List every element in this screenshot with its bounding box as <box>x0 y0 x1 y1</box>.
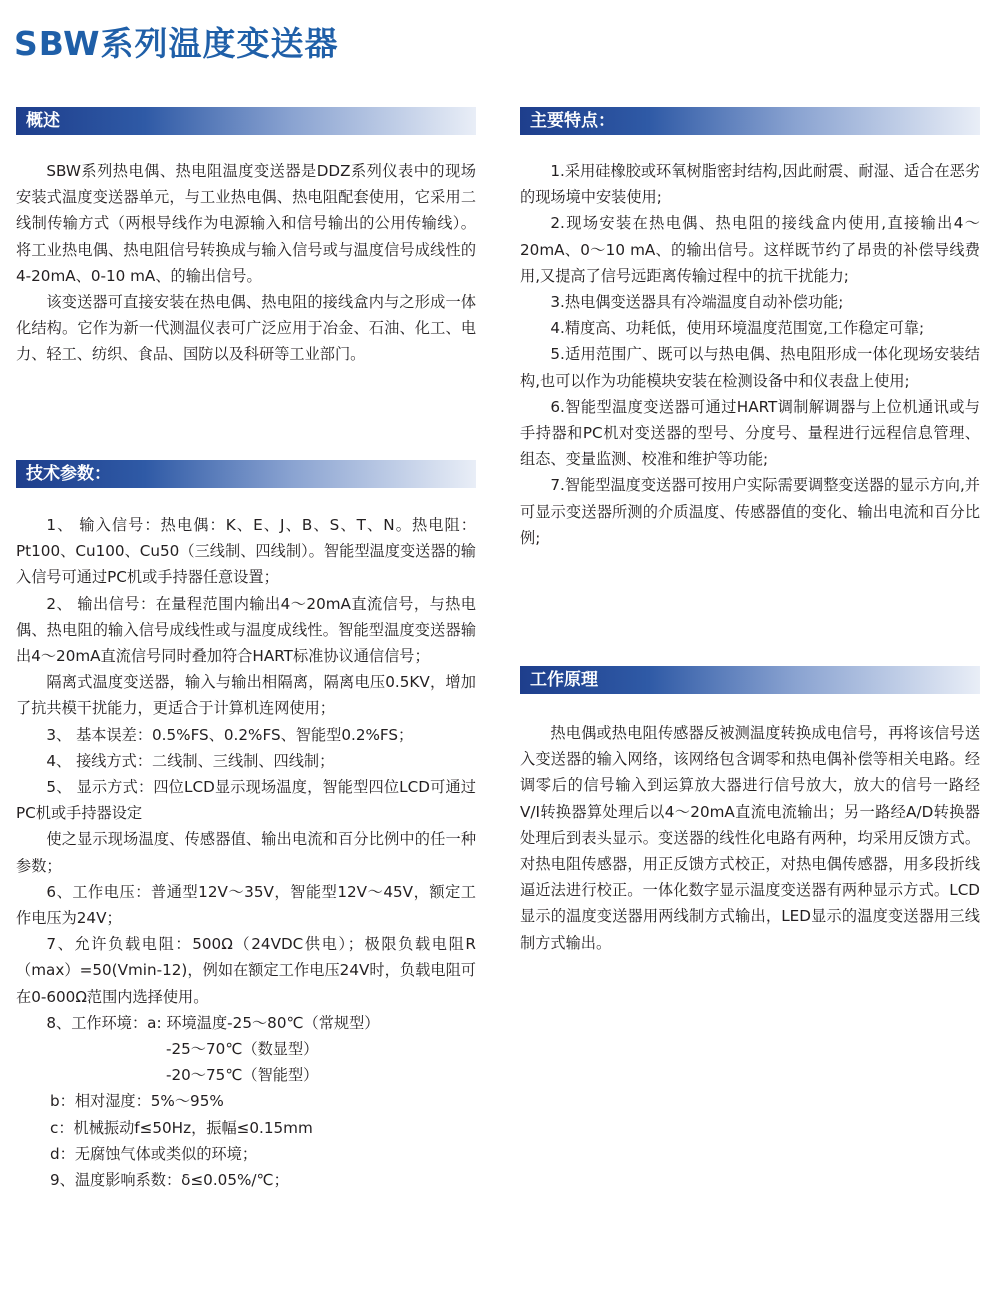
features-paragraph: 5.适用范围广、既可以与热电偶、热电阻形成一体化现场安装结构,也可以作为功能模块安装在检测设备中和仪表盘上使用; <box>520 345 980 390</box>
overview-paragraph: 该变送器可直接安装在热电偶、热电阻的接线盒内与之形成一体化结构。它作为新一代测温仪表可广泛应用于冶金、石油、化工、电力、轻工、纺织、食品、国防以及科研等工业部门。 <box>16 293 476 364</box>
specs-paragraph: 8、工作环境：a: 环境温度-25～80℃（常规型） <box>46 1013 380 1032</box>
specs-paragraph: 6、工作电压：普通型12V～35V，智能型12V～45V，额定工作电压为24V； <box>16 882 476 928</box>
overview-heading: 概述 <box>16 107 476 135</box>
specs-paragraph: 隔离式温度变送器，输入与输出相隔离，隔离电压0.5KV，增加了抗共模干扰能力，更适合于计算机连网使用； <box>16 673 476 718</box>
specs-line: d：无腐蚀气体或类似的环境； <box>50 1144 258 1163</box>
specs-paragraph: 使之显示现场温度、传感器值、输出电流和百分比例中的任一种参数； <box>16 830 476 875</box>
features-paragraph: 7.智能型温度变送器可按用户实际需要调整变送器的显示方向,并可显示变送器所测的介质温度、传感器值的变化、输出电流和百分比例; <box>520 476 980 547</box>
specs-paragraph: 5、 显示方式：四位LCD显示现场温度，智能型四位LCD可通过PC机或手持器设定 <box>16 778 476 823</box>
specs-body <box>16 512 476 1193</box>
specs-heading: 技术参数： <box>16 460 476 488</box>
features-paragraph: 6.智能型温度变送器可通过HART调制解调器与上位机通讯或与手持器和PC机对变送器的型号、分度号、量程进行远程信息管理、组态、变量监测、校准和维护等功能; <box>520 397 980 469</box>
specs-paragraph: 1、 输入信号：热电偶：K、E、J、B、S、T、N。热电阻： Pt100、Cu100、Cu50（三线制、四线制）。智能型温度变送器的输入信号可通过PC机或手持器任意设置； <box>16 516 476 587</box>
specs-paragraph: 4、 接线方式：二线制、三线制、四线制； <box>46 751 335 770</box>
page-title: SBW系列温度变送器 <box>14 24 339 63</box>
specs-paragraph: 2、 输出信号：在量程范围内输出4～20mA直流信号，与热电偶、热电阻的输入信号成线性或与温度成线性。智能型温度变送器输出4～20mA直流信号同时叠加符合HART标准协议通信信号； <box>16 594 476 666</box>
env-line: -25～70℃（数显型） <box>166 1040 319 1059</box>
specs-paragraph: 3、 基本误差：0.5%FS、0.2%FS、智能型0.2%FS； <box>46 725 414 744</box>
features-paragraph: 3.热电偶变送器具有冷端温度自动补偿功能; <box>550 293 844 312</box>
features-heading: 主要特点： <box>520 107 980 135</box>
specs-paragraph: 7、允许负载电阻：500Ω（24VDC供电）；极限负载电阻R（max）=50(Vmin-12)，例如在额定工作电压24V时，负载电阻可在0-600Ω范围内选择使用。 <box>16 935 476 1006</box>
features-paragraph: 2.现场安装在热电偶、热电阻的接线盒内使用,直接输出4～20mA、0～10 mA、的输出信号。这样既节约了昂贵的补偿导线费用,又提高了信号远距离传输过程中的抗干扰能力; <box>520 214 980 285</box>
principle-paragraph: 热电偶或热电阻传感器反被测温度转换成电信号，再将该信号送入变送器的输入网络，该网络包含调零和热电偶补偿等相关电路。经调零后的信号输入到运算放大器进行信号放大，放大的信号一路经V/I转换器算处理后以4～20mA直流电流输出；另一路经A/D转换器处理后到表头显示。变送器的线性化电路有两种，均采用反馈方式。对热电阻传感器，用正反馈方式校正，对热电偶传感器，用多段折线逼近法进行校正。一体化数字显示温度变送器有两种显示方式。LCD显示的温度变送器用两线制方式输出，LED显示的温度变送器用三线制方式输出。 <box>520 724 980 952</box>
features-paragraph: 1.采用硅橡胶或环氧树脂密封结构,因此耐震、耐湿、适合在恶劣的现场境中安装使用; <box>520 162 980 207</box>
features-body <box>520 158 980 551</box>
principle-body <box>520 720 980 956</box>
principle-heading: 工作原理 <box>520 666 980 694</box>
specs-line: b：相对湿度：5%～95% <box>50 1092 224 1111</box>
overview-body <box>16 158 476 368</box>
specs-line: c：机械振动f≤50Hz，振幅≤0.15mm <box>50 1118 313 1137</box>
features-paragraph: 4.精度高、功耗低，使用环境温度范围宽,工作稳定可靠; <box>550 319 925 338</box>
specs-line: 9、温度影响系数：δ≤0.05%/℃； <box>50 1171 289 1190</box>
env-line: -20～75℃（智能型） <box>166 1066 319 1085</box>
overview-paragraph: SBW系列热电偶、热电阻温度变送器是DDZ系列仪表中的现场安装式温度变送器单元，与工业热电偶、热电阻配套使用，它采用二线制传输方式（两根导线作为电源输入和信号输出的公用传输线）。将工业热电偶、热电阻信号转换成与输入信号或与温度信号成线性的4-20mA、0-10 mA、的输出信号。 <box>16 162 476 285</box>
